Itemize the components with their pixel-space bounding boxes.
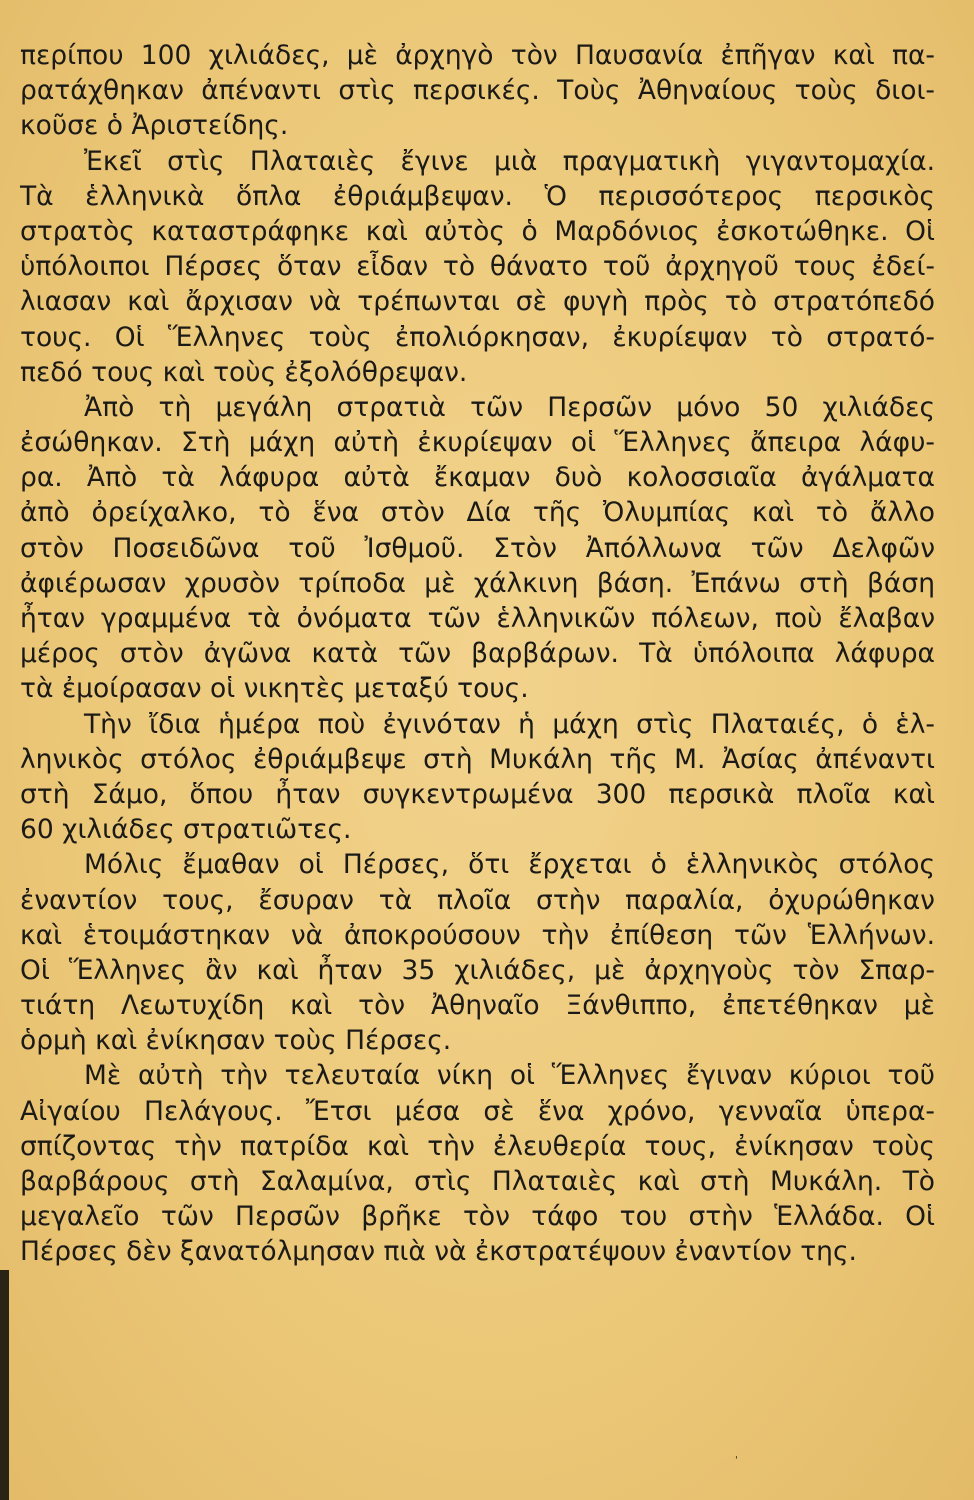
text-line: τους. Οἱ Ἕλληνες τοὺς ἐπολιόρκησαν, ἐκυρίεψαν τὸ στρατό- (20, 321, 935, 353)
text-line: τιάτη Λεωτυχίδη καὶ τὸν Ἀθηναῖο Ξάνθιππο, ἐπετέθηκαν μὲ (20, 990, 935, 1022)
text-line: Μὲ αὐτὴ τὴν τελευταία νίκη οἱ Ἕλληνες ἔγιναν κύριοι τοῦ (84, 1060, 935, 1092)
text-line: στὸν Ποσειδῶνα τοῦ Ἰσθμοῦ. Στὸν Ἀπόλλωνα τῶν Δελφῶν (20, 532, 935, 564)
text-line: μεγαλεῖο τῶν Περσῶν βρῆκε τὸν τάφο του στὴν Ἑλλάδα. Οἱ (20, 1201, 935, 1233)
text-line: ἐναντίον τους, ἔσυραν τὰ πλοῖα στὴν παραλία, ὀχυρώθηκαν (20, 884, 935, 916)
paragraph-3 (20, 390, 935, 707)
text-line: ἀφιέρωσαν χρυσὸν τρίποδα μὲ χάλκινη βάση. Ἐπάνω στὴ βάση (20, 567, 935, 599)
text-line: ληνικὸς στόλος ἐθριάμβεψε στὴ Μυκάλη τῆς Μ. Ἀσίας ἀπέναντι (20, 743, 935, 775)
paragraph-5 (20, 847, 935, 1058)
paper-speck: ' (735, 1455, 738, 1466)
text-line: Ἀπὸ τὴ μεγάλη στρατιὰ τῶν Περσῶν μόνο 50 χιλιάδες (84, 391, 935, 423)
text-line: Πέρσες δὲν ξανατόλμησαν πιὰ νὰ ἐκστρατέψουν ἐναντίον της. (20, 1236, 857, 1268)
text-line: μέρος στὸν ἀγῶνα κατὰ τῶν βαρβάρων. Τὰ ὑπόλοιπα λάφυρα (20, 638, 935, 670)
text-line: στρατὸς καταστράφηκε καὶ αὐτὸς ὁ Μαρδόνιος ἐσκοτώθηκε. Οἱ (20, 215, 935, 247)
text-line: ἦταν γραμμένα τὰ ὀνόματα τῶν ἑλληνικῶν πόλεων, ποὺ ἔλαβαν (20, 603, 935, 634)
text-line: περίπου 100 χιλιάδες, μὲ ἀρχηγὸ τὸν Παυσανία ἐπῆγαν καὶ πα- (20, 40, 935, 71)
binding-edge (0, 1270, 9, 1500)
paragraph-6 (20, 1058, 935, 1269)
text-line: λιασαν καὶ ἄρχισαν νὰ τρέπωνται σὲ φυγὴ πρὸς τὸ στρατόπεδό (20, 286, 935, 318)
text-line: Μόλις ἔμαθαν οἱ Πέρσες, ὅτι ἔρχεται ὁ ἑλληνικὸς στόλος (84, 849, 935, 881)
text-line: πεδό τους καὶ τοὺς ἐξολόθρεψαν. (20, 356, 468, 388)
text-line: καὶ ἑτοιμάστηκαν νὰ ἀποκρούσουν τὴν ἐπίθεση τῶν Ἑλλήνων. (20, 919, 935, 951)
text-line: τὰ ἐμοίρασαν οἱ νικητὲς μεταξύ τους. (20, 673, 529, 705)
text-line: ἀπὸ ὀρείχαλκο, τὸ ἕνα στὸν Δία τῆς Ὀλυμπίας καὶ τὸ ἄλλο (20, 497, 935, 529)
text-line: ρατάχθηκαν ἀπέναντι στὶς περσικές. Τοὺς Ἀθηναίους τοὺς διοι- (20, 75, 935, 107)
text-line: Τὰ ἑλληνικὰ ὅπλα ἐθριάμβεψαν. Ὁ περισσότερος περσικὸς (20, 180, 935, 212)
text-line: Οἱ Ἕλληνες ἂν καὶ ἦταν 35 χιλιάδες, μὲ ἀρχηγοὺς τὸν Σπαρ- (20, 954, 935, 986)
text-line: βαρβάρους στὴ Σαλαμίνα, στὶς Πλαταιὲς καὶ στὴ Μυκάλη. Τὸ (20, 1166, 935, 1197)
page-body-text (20, 38, 935, 1270)
text-line: 60 χιλιάδες στρατιῶτες. (20, 814, 352, 846)
text-line: σπίζοντας τὴν πατρίδα καὶ τὴν ἐλευθερία τους, ἐνίκησαν τοὺς (20, 1130, 935, 1162)
text-line: στὴ Σάμο, ὅπου ἦταν συγκεντρωμένα 300 περσικὰ πλοῖα καὶ (20, 778, 935, 810)
paragraph-1 (20, 38, 935, 144)
text-line: ἐσώθηκαν. Στὴ μάχη αὐτὴ ἐκυρίεψαν οἱ Ἕλληνες ἄπειρα λάφυ- (20, 427, 935, 459)
text-line: ὁρμὴ καὶ ἐνίκησαν τοὺς Πέρσες. (20, 1025, 452, 1057)
text-line: Ἐκεῖ στὶς Πλαταιὲς ἔγινε μιὰ πραγματικὴ γιγαντομαχία. (84, 145, 935, 177)
text-line: Αἰγαίου Πελάγους. Ἔτσι μέσα σὲ ἕνα χρόνο, γενναῖα ὑπερα- (20, 1095, 935, 1127)
text-line: Τὴν ἴδια ἡμέρα ποὺ ἐγινόταν ἡ μάχη στὶς Πλαταιές, ὁ ἑλ- (84, 708, 935, 740)
paragraph-4 (20, 707, 935, 848)
text-line: κοῦσε ὁ Ἀριστείδης. (20, 110, 289, 142)
paragraph-2 (20, 144, 935, 390)
text-line: ὑπόλοιποι Πέρσες ὅταν εἶδαν τὸ θάνατο τοῦ ἀρχηγοῦ τους ἐδεί- (20, 251, 935, 283)
text-line: ρα. Ἀπὸ τὰ λάφυρα αὐτὰ ἔκαμαν δυὸ κολοσσιαῖα ἀγάλματα (20, 462, 935, 494)
